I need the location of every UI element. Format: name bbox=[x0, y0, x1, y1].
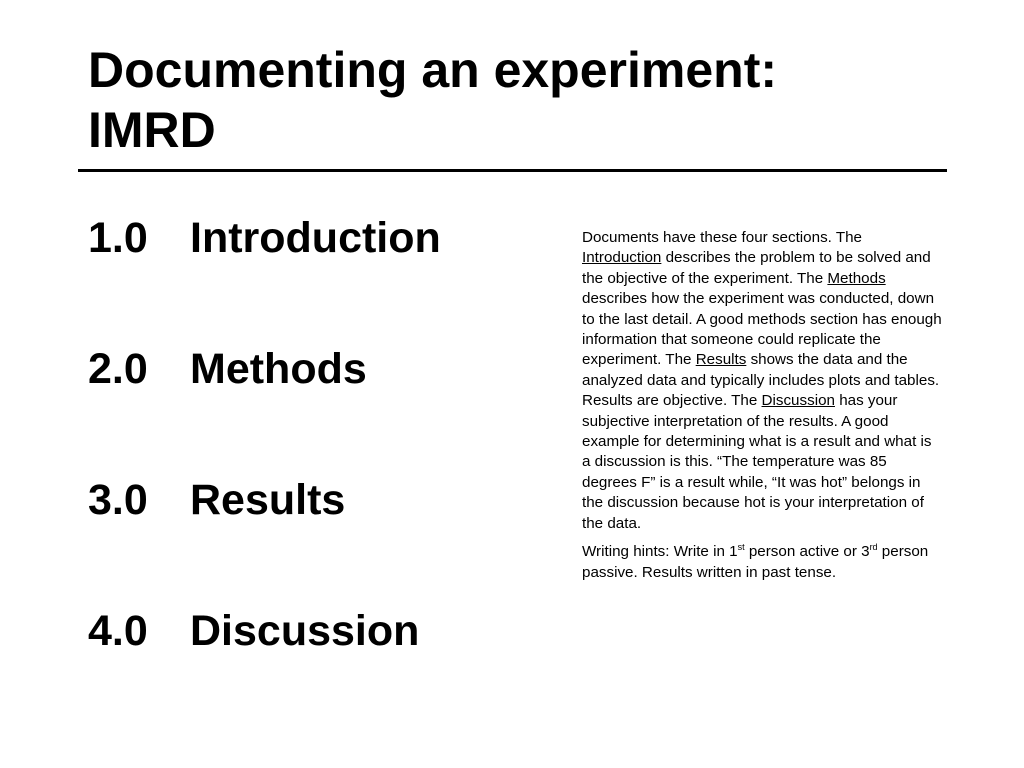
methods-term: Methods bbox=[827, 269, 886, 287]
section-item-results bbox=[88, 474, 441, 605]
results-term: Results bbox=[695, 351, 747, 369]
notes-text: person passive. Results written in past tense. bbox=[582, 543, 929, 581]
title-divider bbox=[78, 169, 947, 172]
notes-text: Writing hints: Write in 1 bbox=[582, 543, 738, 561]
section-label: Introduction bbox=[190, 214, 441, 262]
section-item-methods bbox=[88, 343, 441, 474]
notes-description-paragraph bbox=[582, 228, 944, 534]
slide-title bbox=[88, 40, 948, 160]
section-number: 2.0 bbox=[88, 345, 148, 393]
section-number: 3.0 bbox=[88, 476, 148, 524]
section-number: 1.0 bbox=[88, 214, 148, 262]
section-label: Discussion bbox=[190, 607, 420, 655]
section-label: Methods bbox=[190, 345, 367, 393]
notes-panel bbox=[582, 228, 944, 591]
notes-text: person active or 3 bbox=[744, 543, 870, 561]
notes-text: shows the data and the analyzed data and typically includes plots and tables. Results are objective. The bbox=[582, 351, 940, 410]
slide-title-line2: IMRD bbox=[88, 102, 216, 158]
introduction-term: Introduction bbox=[582, 249, 662, 267]
notes-text: Documents have these four sections. The bbox=[582, 229, 862, 246]
notes-text: describes the problem to be solved and the objective of the experiment. The bbox=[582, 249, 931, 287]
discussion-term: Discussion bbox=[761, 392, 835, 410]
section-item-introduction bbox=[88, 212, 441, 343]
section-item-discussion bbox=[88, 605, 441, 736]
notes-text: has your subjective interpretation of the results. A good example for determining what is a result and what is a discussion is this. “The temperature was 85 degrees F” is a result while, “It was hot” belongs in the discussion because hot is your interpretation of the data. bbox=[582, 392, 932, 532]
slide-title-line1: Documenting an experiment: bbox=[88, 42, 777, 98]
ordinal-superscript: st bbox=[737, 542, 745, 553]
section-number: 4.0 bbox=[88, 607, 148, 655]
notes-writing-hints-paragraph bbox=[582, 542, 944, 583]
ordinal-superscript: rd bbox=[869, 542, 878, 553]
section-list bbox=[88, 212, 441, 736]
section-label: Results bbox=[190, 476, 346, 524]
notes-text: describes how the experiment was conducted, down to the last detail. A good methods section has enough information that someone could replicate the experiment. The bbox=[582, 290, 942, 369]
